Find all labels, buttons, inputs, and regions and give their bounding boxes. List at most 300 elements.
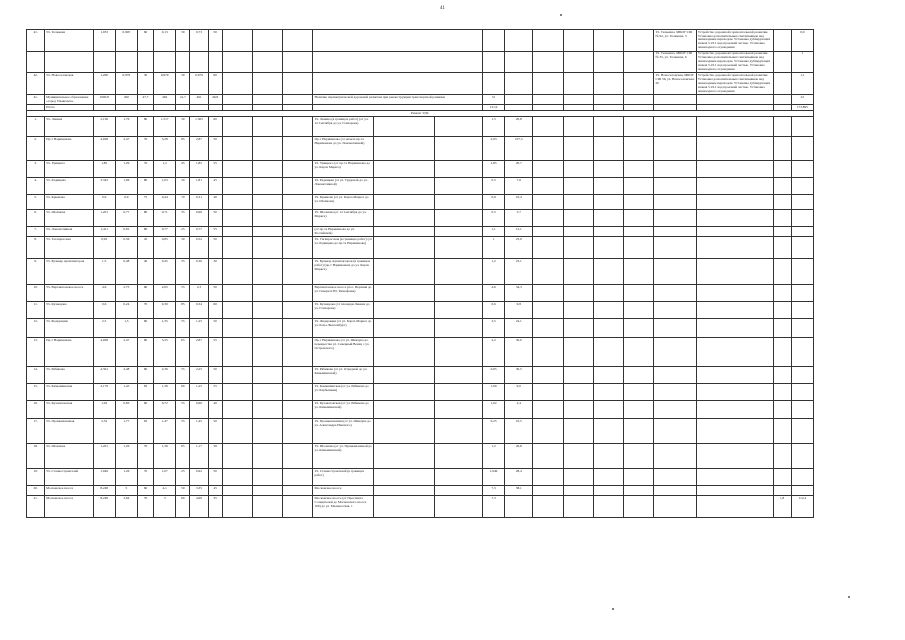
table-cell: 0,69 [190, 210, 208, 227]
table-cell [374, 302, 435, 319]
table-cell [252, 161, 282, 178]
road-segment: Московское шоссе [313, 486, 374, 496]
table-cell [593, 51, 623, 73]
table-cell [563, 469, 593, 486]
table-cell [283, 237, 313, 259]
table-cell: 60 [137, 319, 153, 338]
table-cell [773, 51, 791, 73]
table-cell: 1,35 [154, 319, 176, 338]
table-cell: 0,66 [190, 401, 208, 419]
table-cell [222, 496, 252, 518]
table-cell [563, 195, 593, 210]
table-row [27, 285, 814, 302]
value [482, 73, 504, 95]
table-cell [283, 419, 313, 444]
table-cell [696, 302, 773, 319]
table-cell: 1,45 [190, 419, 208, 444]
repair-length: 1,2 [482, 444, 504, 469]
table-cell: 0,48 [115, 259, 137, 285]
table-cell [374, 195, 435, 210]
table-cell [222, 210, 252, 227]
road-name: Московское шоссе [45, 486, 93, 496]
row-number: 5. [27, 195, 45, 210]
repair-length: 1,1 [482, 227, 504, 237]
row-number: 2. [27, 137, 45, 161]
row-number: 4. [27, 178, 45, 195]
table-cell [252, 319, 282, 338]
repair-area: 20,8 [505, 117, 533, 137]
table-cell [654, 302, 696, 319]
table-cell: 3 [154, 496, 176, 518]
table-cell [624, 210, 654, 227]
table-cell [773, 137, 791, 161]
table-cell [283, 227, 313, 237]
value [482, 30, 504, 52]
length: 1,201 [93, 444, 115, 469]
table-row [27, 51, 814, 73]
table-cell [696, 237, 773, 259]
table-cell: 55 [208, 227, 222, 237]
table-cell [563, 117, 593, 137]
road-name: Итого [45, 105, 93, 111]
work-description: Устройство дорожной горизонтальной разметки. Установка дополнительных светильников над пешеходным переходом. Установка дублирующих знаков 5.19.1 над проезжей частью. Установка пешеходного ограждения [696, 51, 773, 73]
table-cell [374, 259, 435, 285]
length: 4,6 [93, 285, 115, 302]
table-cell [283, 195, 313, 210]
measure-description [313, 51, 482, 73]
table-cell: 80 [137, 210, 153, 227]
table-cell [434, 237, 482, 259]
table-cell: 0,52 [190, 237, 208, 259]
table-cell: 80 [137, 117, 153, 137]
table-cell: 2,25 [190, 367, 208, 384]
table-cell [93, 51, 115, 73]
table-cell [696, 401, 773, 419]
road-name: Ул. Верхнеполевое шоссе [45, 285, 93, 302]
table-cell [374, 117, 435, 137]
row-number: 16. [27, 401, 45, 419]
table-row [27, 137, 814, 161]
table-cell [434, 195, 482, 210]
table-row [27, 367, 814, 384]
table-cell: 50 [208, 419, 222, 444]
table-cell: 1,36 [154, 444, 176, 469]
table-row [27, 319, 814, 338]
table-cell [654, 210, 696, 227]
table-cell [563, 227, 593, 237]
table-cell: 55 [208, 338, 222, 367]
table-cell [252, 178, 282, 195]
table-cell [624, 367, 654, 384]
row-number: 10. [27, 285, 45, 302]
table-cell: 0,34 [190, 302, 208, 319]
table-cell [593, 259, 623, 285]
road-name: Ул. Крымова [45, 195, 93, 210]
table-cell [434, 210, 482, 227]
table-cell [593, 367, 623, 384]
tail-value: 1,1 [791, 73, 813, 95]
table-cell [533, 227, 563, 237]
table-cell: 0,9 [115, 195, 137, 210]
table-cell [222, 419, 252, 444]
table-cell [252, 486, 282, 496]
table-cell: 30 [208, 259, 222, 285]
table-cell [593, 384, 623, 401]
table-cell [434, 469, 482, 486]
table-cell [252, 401, 282, 419]
table-cell: 75 [137, 195, 153, 210]
table-cell [283, 319, 313, 338]
table-cell: 2,3 [190, 285, 208, 302]
table-cell [252, 338, 282, 367]
table-cell: 0,71 [154, 210, 176, 227]
table-cell [533, 237, 563, 259]
table-cell: 70 [137, 469, 153, 486]
table-cell [283, 178, 313, 195]
table-cell: 60 [137, 338, 153, 367]
table-cell [624, 419, 654, 444]
table-cell: 30 [176, 237, 190, 259]
table-cell: 55 [176, 401, 190, 419]
table-cell [624, 259, 654, 285]
table-cell [252, 195, 282, 210]
table-cell [374, 444, 435, 469]
table-cell [624, 319, 654, 338]
table-cell: 30 [176, 178, 190, 195]
road-segment: Ул. Рябикова (от ул. Отрадной до ул. Камышинской) [313, 367, 374, 384]
table-cell [654, 496, 696, 518]
table-cell: 50 [208, 237, 222, 259]
repair-area: 9,8 [505, 302, 533, 319]
table-cell [533, 302, 563, 319]
table-cell [624, 285, 654, 302]
table-cell [533, 401, 563, 419]
table-cell [696, 117, 773, 137]
table-cell [773, 469, 791, 486]
table-cell [791, 302, 813, 319]
measure-description: Наличие параметрической дорожной разметки при реконструкции транспортной развязки [313, 95, 482, 105]
table-cell [696, 227, 773, 237]
length: 1,5 [93, 259, 115, 285]
table-cell [593, 195, 623, 210]
table-cell [773, 486, 791, 496]
table-cell [593, 496, 623, 518]
measure-description [313, 73, 482, 95]
table-cell: 60 [137, 486, 153, 496]
table-cell [434, 259, 482, 285]
table-cell: 1,36 [154, 384, 176, 401]
table-cell [773, 95, 791, 105]
table-cell [563, 259, 593, 285]
table-cell [222, 319, 252, 338]
table-cell: 3,28 [154, 137, 176, 161]
table-cell [696, 496, 773, 518]
table-row [27, 496, 814, 518]
table-cell [533, 496, 563, 518]
table-cell: 1,06 [115, 178, 137, 195]
table-cell: 60 [176, 496, 190, 518]
table-cell: 30 [176, 30, 190, 52]
table-row [27, 444, 814, 469]
length: 1,02 [93, 401, 115, 419]
repair-area: 107,3 [505, 137, 533, 161]
table-cell [222, 367, 252, 384]
table-cell [593, 137, 623, 161]
table-row [27, 302, 814, 319]
table-cell: 0,77 [154, 227, 176, 237]
table-cell [791, 161, 813, 178]
table-cell: 0,13 [154, 30, 176, 52]
table-cell [791, 486, 813, 496]
table-cell [374, 227, 435, 237]
table-cell [533, 444, 563, 469]
repair-area: 10,4 [505, 195, 533, 210]
table-cell [563, 178, 593, 195]
table-cell [624, 51, 654, 73]
table-cell [791, 227, 813, 237]
table-cell [791, 338, 813, 367]
table-cell: 40 [208, 195, 222, 210]
road-name: Ул. Камышинская [45, 384, 93, 401]
table-cell: 85 [176, 137, 190, 161]
table-row [27, 384, 814, 401]
road-name: Ул. Федерации [45, 319, 93, 338]
road-segment: Ул. Кузоватовская (от ул. Рябикова до ул. Камышинской) [313, 401, 374, 419]
table-cell [374, 401, 435, 419]
table-cell: 55 [176, 419, 190, 444]
table-cell: 50 [208, 137, 222, 161]
table-cell [434, 496, 482, 518]
table-cell [283, 496, 313, 518]
table-cell [252, 444, 282, 469]
table-cell [563, 496, 593, 518]
row-number: 14. [27, 367, 45, 384]
road-name: Муниципальное образование «город Ульяновск» [45, 95, 93, 105]
repair-area: 10,5 [505, 419, 533, 444]
road-segment: Ул. Урицкого (от пр-та Нариманова до ул. Карла Маркса) [313, 161, 374, 178]
row-number: 3. [27, 161, 45, 178]
table-cell: 1,29 [115, 161, 137, 178]
table-cell: 3,25 [154, 338, 176, 367]
row-number: 11. [27, 302, 45, 319]
table-cell [773, 161, 791, 178]
table-cell [773, 73, 791, 95]
table-cell [222, 51, 252, 73]
table-cell [283, 338, 313, 367]
repair-area: 5,7 [505, 210, 533, 227]
table-cell: 50 [208, 367, 222, 384]
table-cell [533, 338, 563, 367]
table-cell [624, 237, 654, 259]
table-cell [222, 30, 252, 52]
table-cell [624, 95, 654, 105]
table-cell: 0,24 [115, 302, 137, 319]
repair-length: 1,2 [482, 259, 504, 285]
table-cell: 1,85 [190, 161, 208, 178]
row-number: 20. [27, 486, 45, 496]
table-cell [533, 210, 563, 227]
table-cell [593, 95, 623, 105]
table-cell: 1,8 [773, 496, 791, 518]
value: 131,9 [482, 105, 504, 111]
table-cell [252, 384, 282, 401]
table-cell [374, 237, 435, 259]
table-cell: 0,73 [190, 30, 208, 52]
table-cell [222, 178, 252, 195]
table-cell: 30 [137, 73, 153, 95]
table-cell: 1,45 [115, 384, 137, 401]
table-cell [593, 30, 623, 52]
table-cell [791, 384, 813, 401]
table-cell [773, 302, 791, 319]
table-cell [563, 302, 593, 319]
table-cell [654, 259, 696, 285]
object-address: Ул. Тельмана, МБОУ СШ № 62, ул. Тельмана, 3 [654, 30, 696, 52]
table-row [27, 401, 814, 419]
repair-area: 38,1 [505, 486, 533, 496]
table-row [27, 95, 814, 105]
table-cell: 45 [208, 486, 222, 496]
table-cell: 25 [176, 469, 190, 486]
table-cell [283, 444, 313, 469]
road-segment: Ул. Шолмова (от 12 Сентября до ул. Маркса) [313, 210, 374, 227]
table-cell: 1,2 [154, 161, 176, 178]
row-number [27, 51, 45, 73]
table-cell [696, 210, 773, 227]
road-segment: Московское шоссе (от Проспекта Созидателей до Московского шоссе 100) до ул. Мелекесская, 1 [313, 496, 374, 518]
table-cell [773, 117, 791, 137]
repair-length: 1,949 [482, 469, 504, 486]
table-cell [283, 95, 313, 105]
table-cell [791, 419, 813, 444]
table-cell [533, 469, 563, 486]
table-cell [283, 73, 313, 95]
road-name: Ул. Радищева [45, 178, 93, 195]
table-cell [533, 117, 563, 137]
table-row [27, 210, 814, 227]
length: 2,136 [93, 117, 115, 137]
table-cell: 40 [208, 401, 222, 419]
table-cell [283, 137, 313, 161]
object-address [654, 95, 696, 105]
road-name: Ул. Рябикова [45, 367, 93, 384]
table-cell [563, 30, 593, 52]
table-cell [374, 285, 435, 302]
table-cell [283, 30, 313, 52]
table-cell: 1,81 [190, 178, 208, 195]
table-cell [505, 51, 533, 73]
repair-area: 23,1 [505, 259, 533, 285]
road-name: Ул. Станкостроителей [45, 469, 93, 486]
table-cell [222, 469, 252, 486]
road-segment: Пр-т Нариманова (от ул. Шевчука до перекрестка ул. Северный Венец с ул. Островского) [313, 338, 374, 367]
table-cell [773, 259, 791, 285]
tail-value: 22 [791, 95, 813, 105]
length: 8,248 [93, 496, 115, 518]
table-cell: 2,47 [115, 338, 137, 367]
table-cell: 58 [208, 444, 222, 469]
road-segment: Пр-т Нариманова (от начала пр-та Нариманова до ул. Локомотивной) [313, 137, 374, 161]
table-cell [696, 259, 773, 285]
length: 0,95 [93, 237, 115, 259]
table-cell: 491 [190, 95, 208, 105]
table-cell: 60 [208, 302, 222, 319]
work-description: Устройство дорожной горизонтальной разметки. Установка дополнительных светильников над пешеходным переходом. Установка дублирующих знаков 5.19.1 над проезжей частью. Установка пешеходного ограждения [696, 30, 773, 52]
table-cell: 462 [154, 95, 176, 105]
object-address: Ул. Новоселовская, МБОУ СШ 56, ул. Новоселовская, 20 [654, 73, 696, 95]
table-cell: 4,1 [154, 486, 176, 496]
scan-speck [560, 14, 562, 16]
table-cell: 0,39 [154, 302, 176, 319]
table-cell [563, 51, 593, 73]
road-segment: Ул. Крымова (от ул. Карла Маркса до ул. Шолмова) [313, 195, 374, 210]
table-cell [773, 285, 791, 302]
work-description [696, 95, 773, 105]
table-cell: 0,979 [190, 73, 208, 95]
table-cell [505, 30, 533, 52]
repair-length: 2,2 [482, 338, 504, 367]
table-cell [374, 137, 435, 161]
table-cell [137, 51, 153, 73]
table-cell [374, 384, 435, 401]
table-cell [696, 319, 773, 338]
table-cell [654, 338, 696, 367]
table-cell: 70 [176, 195, 190, 210]
table-cell [654, 367, 696, 384]
repair-area: 24,1 [505, 319, 533, 338]
table-cell: 25 [176, 227, 190, 237]
table-cell: 1,25 [190, 384, 208, 401]
table-cell [434, 117, 482, 137]
table-cell [115, 51, 137, 73]
repair-length: 4,6 [482, 285, 504, 302]
repair-length: 0,5 [482, 178, 504, 195]
table-cell [252, 210, 282, 227]
table-cell [624, 73, 654, 95]
table-cell [654, 227, 696, 237]
table-cell: 55 [208, 384, 222, 401]
table-cell [222, 137, 252, 161]
road-name [45, 51, 93, 73]
table-cell [434, 384, 482, 401]
table-cell: 45 [208, 178, 222, 195]
table-cell: 55 [176, 319, 190, 338]
value [482, 51, 504, 73]
table-cell [563, 384, 593, 401]
row-number: 15. [27, 384, 45, 401]
table-cell [434, 486, 482, 496]
table-cell [374, 161, 435, 178]
table-cell [791, 319, 813, 338]
repair-length: 0,65 [482, 367, 504, 384]
tail-value: 1 [791, 51, 813, 73]
table-cell [283, 259, 313, 285]
repair-area: 23,9 [505, 237, 533, 259]
table-cell [222, 302, 252, 319]
repair-length: 1 [482, 237, 504, 259]
table-cell [283, 117, 313, 137]
table-cell [654, 161, 696, 178]
table-cell: 40 [137, 259, 153, 285]
repair-area: 2,4 [505, 401, 533, 419]
table-cell [434, 137, 482, 161]
table-cell [434, 419, 482, 444]
table-cell [283, 161, 313, 178]
table-cell [654, 469, 696, 486]
table-cell: 1,25 [190, 319, 208, 338]
table-cell: 65 [137, 384, 153, 401]
table-cell [773, 210, 791, 227]
